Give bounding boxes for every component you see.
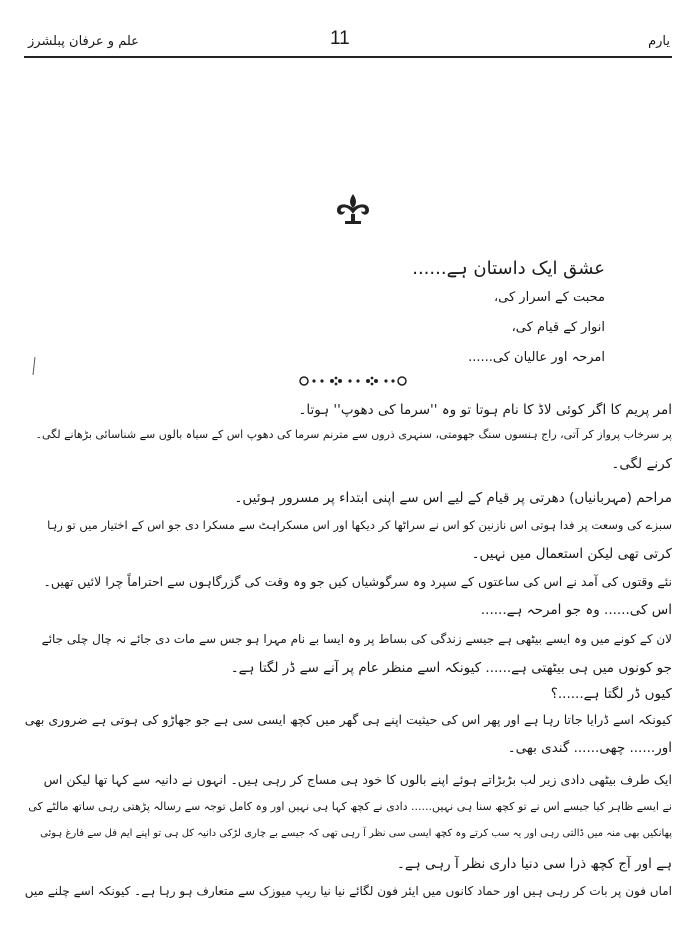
body-line: مراحم (مہربانیاں) دھرتی پر قیام کے لیے اس سے اپنی ابتداء پر مسرور ہوئیں۔ [234, 490, 672, 506]
body-line: ہے اور آج کچھ ذرا سی دنیا داری نظر آ رہی ہے۔ [396, 856, 672, 872]
body-line: ایک طرف بیٹھی دادی زیر لب بڑبڑاتے ہوئے اپنے بالوں کا خود ہی مساج کر رہی ہیں۔ انہوں نے دانیہ سے کہا تھا لیکن اس [43, 772, 672, 787]
page-number: 11 [330, 28, 350, 49]
poem-line: امرحہ اور عالیان کی...... [468, 350, 605, 365]
body-line: پھانکیں بھی منہ میں ڈالتی رہی اور یہ سب کرتے وہ کچھ ایسی سی نظر آ رہی تھی کہ جیسے بے چاری لڑکی دانیہ کل ہی تو اپنے ایم فل سے فارغ ہوئی [40, 828, 672, 839]
body-line: اس کی...... وہ جو امرحہ ہے...... [480, 602, 672, 618]
poem-line: انوار کے قیام کی، [511, 320, 605, 335]
fleuron-ornament-icon [331, 192, 375, 226]
body-line: کرتی تھی لیکن استعمال میں نہیں۔ [471, 546, 672, 562]
body-line: امر پریم کا اگر کوئی لاڈ کا نام ہوتا تو وہ ''سرما کی دھوپ'' ہوتا۔ [298, 402, 672, 418]
poem-line: محبت کے اسرار کی، [493, 290, 605, 305]
header-divider [24, 56, 672, 58]
body-line: جو کونوں میں ہی بیٹھتی ہے...... کیونکہ اسے منظر عام پر آنے سے ڈر لگتا ہے۔ [230, 660, 672, 676]
body-line: کیوں ڈر لگتا ہے......؟ [550, 686, 672, 702]
section-divider-ornament [298, 374, 408, 388]
poem-line: عشق ایک داستان ہے...... [412, 258, 605, 279]
body-line: سبزے کی وسعت پر فدا ہوتی اس نازنین کو اس نے سراٹھا کر دیکھا اور اس مسکراہٹ سے مسکرا دی جو اس کے اختیار میں تو رہا [47, 518, 672, 532]
body-line: پر سرخاب پرواز کر آتی، راج ہنسوں سنگ جھومتی، سنہری ذروں سے مترنم سرما کی دھوپ اس کے سیاہ بالوں سے شناسائی بڑھانے لگی۔ [35, 428, 672, 441]
body-line: نئے وقتوں کی آمد نے اس کی ساعتوں کے سپرد وہ سرگوشیاں کیں جو وہ وقت کی گزرگاہوں سے احتراماً چرا لائیں تھیں۔ [43, 574, 672, 589]
margin-stroke-mark [30, 356, 38, 376]
header-publisher: علم و عرفان پبلشرز [28, 34, 139, 49]
body-line: اماں فون پر بات کر رہی ہیں اور حماد کانوں میں ایئر فون لگائے نیا نیا ریپ میوزک سے متعارف ہو رہا ہے۔ کیونکہ اسے چلنے میں [24, 884, 672, 898]
body-line: اور...... چھی...... گندی بھی۔ [507, 740, 672, 756]
body-line: کیونکہ اسے ڈرایا جاتا رہا ہے اور پھر اس کی حیثیت اپنے ہی گھر میں کچھ ایسی سی ہے جو جھاڑو کی ہوتی ہے ضروری بھی [24, 712, 672, 727]
body-line: کرنے لگی۔ [611, 456, 672, 472]
body-line: لان کے کونے میں وہ ایسے بیٹھی ہے جیسے زندگی کی بساط پر وہ ایسا بے نام مہرا ہو جس سے مات دی جائے نہ چال چلی جائے [41, 632, 672, 646]
body-line: نے ایسے ظاہر کیا جیسے اس نے تو کچھ سنا ہی نہیں...... دادی نے کچھ کہا ہی نہیں اور وہ کامل توجہ سے رسالہ پڑھتی رہی ساتھ مالٹے کی [28, 800, 672, 813]
header-title: یارم [648, 34, 670, 49]
